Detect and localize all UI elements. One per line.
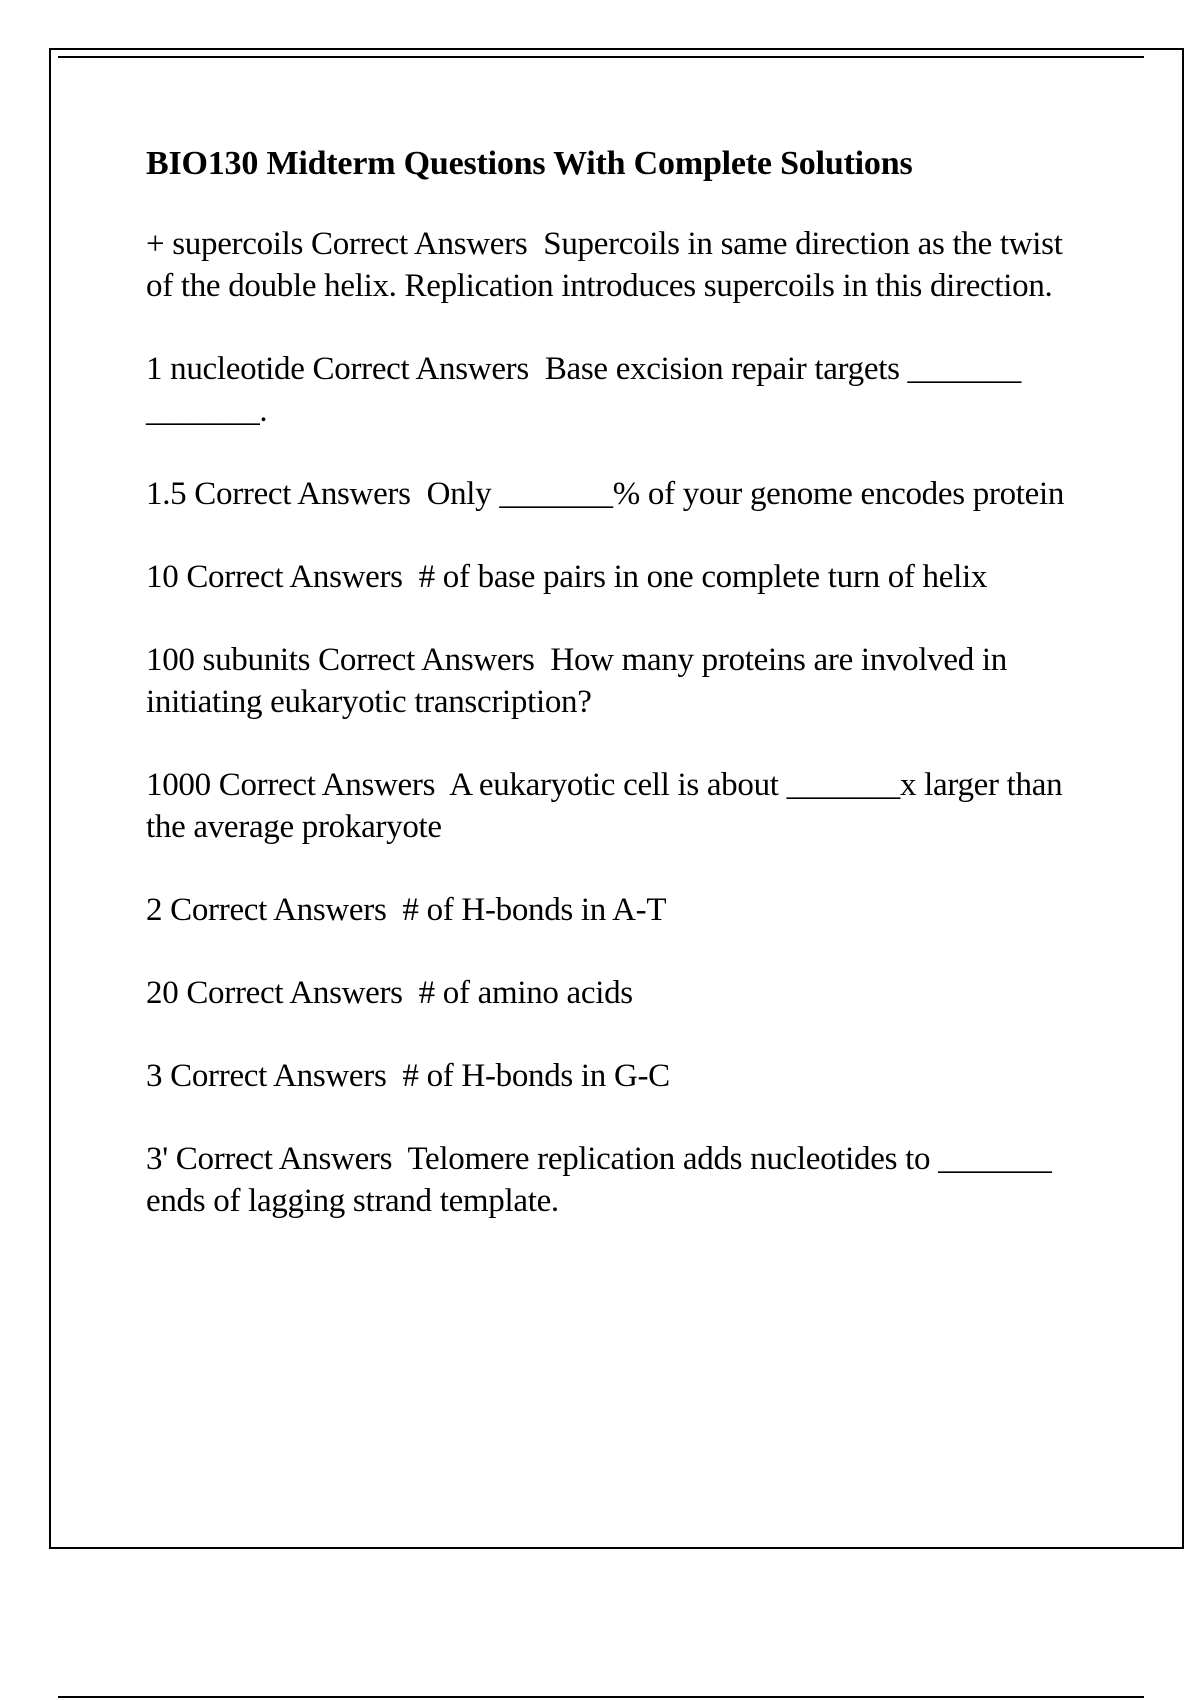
qa-entry [146, 1138, 1091, 1222]
qa-text: # of amino acids [418, 975, 633, 1011]
qa-text: Only _______% of your genome encodes protein [426, 476, 1065, 512]
document-content [146, 143, 1091, 1263]
qa-entry [146, 889, 1091, 931]
qa-term: 2 Correct Answers [146, 892, 387, 928]
qa-entry [146, 348, 1091, 432]
qa-term: 100 subunits Correct Answers [146, 642, 535, 678]
qa-entry [146, 556, 1091, 598]
qa-term: 1 nucleotide Correct Answers [146, 351, 529, 387]
qa-entry [146, 473, 1091, 515]
qa-text: # of base pairs in one complete turn of helix [418, 559, 988, 595]
qa-text: # of H-bonds in A-T [402, 892, 667, 928]
qa-entry [146, 223, 1091, 307]
qa-text: A eukaryotic cell is about _______x larger than the average prokaryote [146, 767, 1063, 845]
qa-term: + supercoils Correct Answers [146, 226, 528, 262]
qa-term: 20 Correct Answers [146, 975, 403, 1011]
qa-term: 3' Correct Answers [146, 1141, 393, 1177]
qa-term: 3 Correct Answers [146, 1058, 387, 1094]
qa-text: Supercoils in same direction as the twist of the double helix. Replication introduces supercoils in this direction. [146, 226, 1063, 304]
bottom-rule [58, 1696, 1144, 1698]
qa-entry [146, 764, 1091, 848]
qa-entry [146, 639, 1091, 723]
top-rule [58, 56, 1144, 58]
qa-text: Telomere replication adds nucleotides to _______ ends of lagging strand template. [146, 1141, 1052, 1219]
qa-term: 1.5 Correct Answers [146, 476, 411, 512]
qa-entry [146, 1055, 1091, 1097]
qa-text: # of H-bonds in G-C [402, 1058, 670, 1094]
document-title: BIO130 Midterm Questions With Complete Solutions [146, 145, 913, 182]
qa-entry [146, 972, 1091, 1014]
qa-term: 1000 Correct Answers [146, 767, 436, 803]
qa-term: 10 Correct Answers [146, 559, 403, 595]
qa-text: Base excision repair targets _______ _______. [146, 351, 1021, 429]
qa-text: How many proteins are involved in initiating eukaryotic transcription? [146, 642, 1007, 720]
